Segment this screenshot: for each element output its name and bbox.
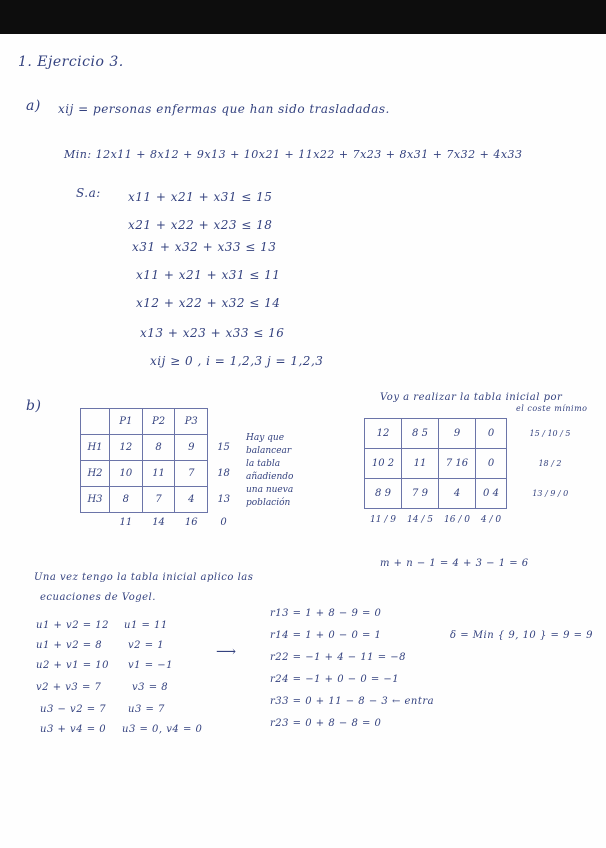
constraint-domain: xij ≥ 0 , i = 1,2,3 j = 1,2,3 bbox=[150, 354, 324, 368]
constraint-6: x13 + x23 + x33 ≤ 16 bbox=[140, 326, 285, 340]
table-cell: 12 bbox=[110, 435, 143, 461]
part-b-label: b) bbox=[26, 398, 42, 414]
table-header-cell: P1 bbox=[110, 409, 143, 435]
reduced-cost: r14 = 1 + 0 − 0 = 1 bbox=[270, 630, 382, 641]
table-cell: 9 bbox=[439, 419, 476, 449]
equation-left: u1 + v2 = 8 bbox=[36, 640, 103, 651]
table-cell: 11 bbox=[142, 461, 175, 487]
table-cell: 12 bbox=[365, 419, 402, 449]
equation-left: u3 − v2 = 7 bbox=[40, 704, 107, 715]
table-header-cell: P3 bbox=[175, 409, 208, 435]
note-line: la tabla bbox=[246, 459, 281, 469]
equation-left: u3 + v4 = 0 bbox=[40, 724, 107, 735]
table-cell: 14 / 5 bbox=[407, 514, 433, 525]
table-cell: 10 bbox=[110, 461, 143, 487]
initial-table-subtitle: el coste mínimo bbox=[516, 404, 588, 413]
mn-formula: m + n − 1 = 4 + 3 − 1 = 6 bbox=[380, 558, 529, 569]
variable-definition: xij = personas enfermas que han sido trasladadas. bbox=[58, 102, 390, 116]
table-cell: 16 bbox=[184, 517, 198, 529]
note-line: añadiendo bbox=[246, 472, 294, 482]
balance-note bbox=[246, 432, 293, 510]
equation-right: v2 = 1 bbox=[128, 640, 165, 651]
table-cell bbox=[81, 513, 110, 533]
table-cell: 8 9 bbox=[365, 479, 402, 509]
table-cell: 4 bbox=[439, 479, 476, 509]
table-cell: 13 bbox=[217, 494, 231, 505]
part-a-label: a) bbox=[26, 98, 41, 114]
table-cell: 10 2 bbox=[365, 449, 402, 479]
table-cell: 7 9 bbox=[402, 479, 439, 509]
table-cell: 11 bbox=[402, 449, 439, 479]
note-line: población bbox=[246, 498, 291, 508]
vogel-intro-line-2: ecuaciones de Vogel. bbox=[40, 592, 156, 603]
objective-function: Min: 12x11 + 8x12 + 9x13 + 10x21 + 11x22 + 7x23 + 8x31 + 7x32 + 4x33 bbox=[64, 148, 523, 161]
initial-solution-table bbox=[364, 418, 594, 531]
transport-table bbox=[80, 408, 240, 533]
equation-right: v3 = 8 bbox=[132, 682, 169, 693]
table-cell: 7 16 bbox=[439, 449, 476, 479]
table-cell: 8 5 bbox=[402, 419, 439, 449]
table-cell: 9 bbox=[175, 435, 208, 461]
subject-to-label: S.a: bbox=[76, 186, 101, 200]
reduced-cost: r13 = 1 + 8 − 9 = 0 bbox=[270, 608, 382, 619]
table-cell: 18 / 2 bbox=[538, 459, 562, 468]
table-cell bbox=[507, 509, 594, 531]
table-cell: 4 bbox=[175, 487, 208, 513]
constraint-1: x11 + x21 + x31 ≤ 15 bbox=[128, 190, 273, 204]
table-cell: H2 bbox=[81, 461, 110, 487]
scan-top-border bbox=[0, 0, 606, 34]
table-header-cell bbox=[208, 409, 240, 435]
constraint-3: x31 + x32 + x33 ≤ 13 bbox=[132, 240, 277, 254]
table-cell: 13 / 9 / 0 bbox=[532, 489, 569, 498]
table-cell: 8 bbox=[142, 435, 175, 461]
reduced-cost: r33 = 0 + 11 − 8 − 3 ← entra bbox=[270, 696, 435, 707]
note-line: Hay que bbox=[246, 433, 285, 443]
note-line: una nueva bbox=[246, 485, 294, 495]
table-cell: 0 4 bbox=[476, 479, 507, 509]
equation-left: u2 + v1 = 10 bbox=[36, 660, 110, 671]
table-cell: 7 bbox=[142, 487, 175, 513]
equation-right: u3 = 7 bbox=[128, 704, 165, 715]
constraint-4: x11 + x21 + x31 ≤ 11 bbox=[136, 268, 281, 282]
equation-right: u1 = 11 bbox=[124, 620, 168, 631]
table-cell: 7 bbox=[175, 461, 208, 487]
equation-right: v1 = −1 bbox=[128, 660, 173, 671]
table-cell: 14 bbox=[152, 517, 165, 529]
table-cell: H3 bbox=[81, 487, 110, 513]
initial-table-title: Voy a realizar la tabla inicial por bbox=[380, 392, 563, 403]
delta-formula: δ = Min { 9, 10 } = 9 = 9 bbox=[450, 630, 594, 641]
constraint-5: x12 + x22 + x32 ≤ 14 bbox=[136, 296, 281, 310]
note-line: balancear bbox=[246, 446, 292, 456]
table-cell: 15 / 10 / 5 bbox=[529, 429, 571, 438]
table-header-cell: P2 bbox=[142, 409, 175, 435]
reduced-cost: r22 = −1 + 4 − 11 = −8 bbox=[270, 652, 407, 663]
constraint-2: x21 + x22 + x23 ≤ 18 bbox=[128, 218, 273, 232]
equation-left: v2 + v3 = 7 bbox=[36, 682, 102, 693]
table-cell: 4 / 0 bbox=[480, 514, 502, 525]
table-cell: 15 bbox=[217, 442, 230, 453]
equation-right: u3 = 0, v4 = 0 bbox=[122, 724, 203, 735]
reduced-cost: r23 = 0 + 8 − 8 = 0 bbox=[270, 718, 382, 729]
table-cell: 8 bbox=[110, 487, 143, 513]
table-cell: 11 / 9 bbox=[370, 514, 396, 525]
equation-left: u1 + v2 = 12 bbox=[36, 620, 110, 631]
table-cell: 16 / 0 bbox=[444, 514, 470, 525]
arrow-icon: ⟶ bbox=[216, 644, 237, 660]
table-cell: H1 bbox=[81, 435, 110, 461]
reduced-cost: r24 = −1 + 0 − 0 = −1 bbox=[270, 674, 400, 685]
table-cell: 0 bbox=[476, 419, 507, 449]
table-cell: 0 bbox=[220, 517, 227, 528]
table-cell: 0 bbox=[476, 449, 507, 479]
table-header-cell bbox=[81, 409, 110, 435]
table-cell: 11 bbox=[119, 517, 133, 529]
page-title: 1. Ejercicio 3. bbox=[18, 54, 124, 70]
vogel-intro-line-1: Una vez tengo la tabla inicial aplico las bbox=[34, 572, 254, 583]
table-cell: 18 bbox=[217, 468, 230, 479]
